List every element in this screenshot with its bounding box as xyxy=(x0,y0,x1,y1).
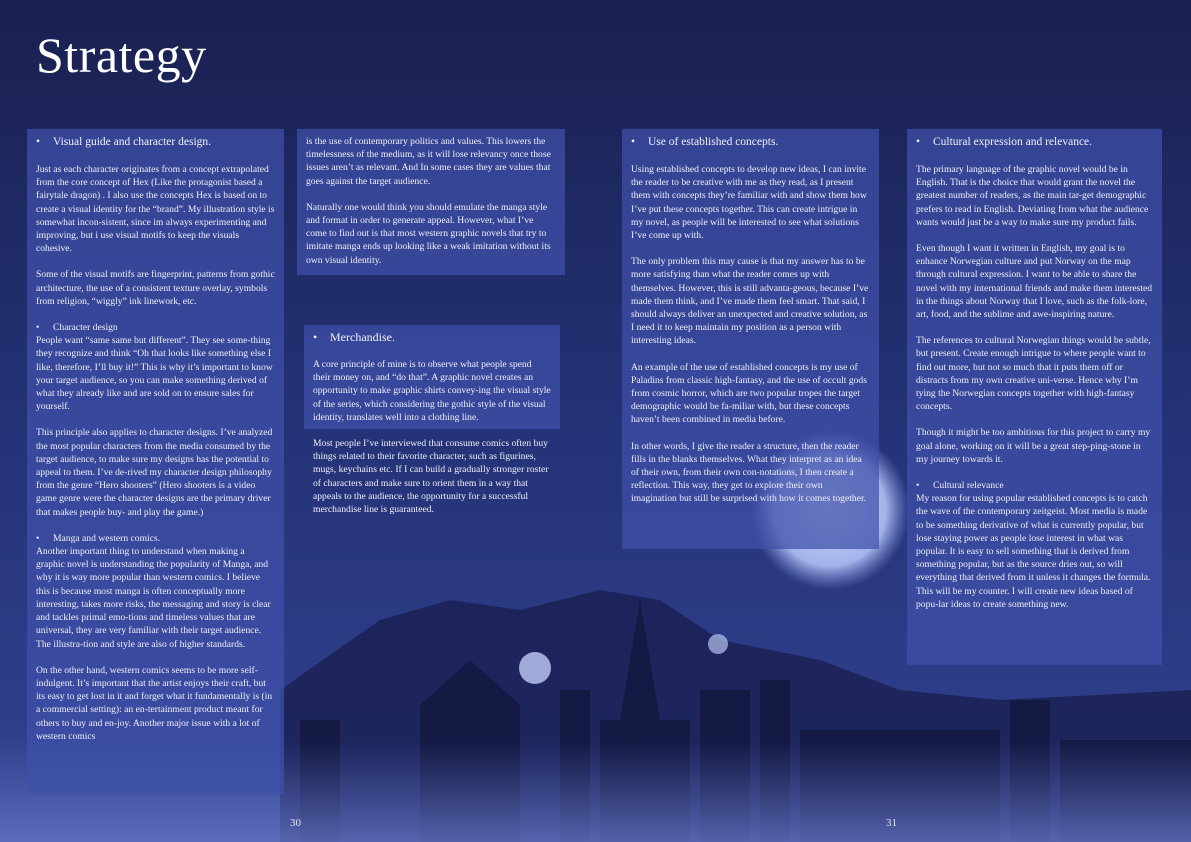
visual-guide-panel xyxy=(27,129,284,794)
paragraph: Another important thing to understand when making a graphic novel is understanding the popularity of Manga, and why it is way more popular than western comics. I believe this is because most manga is often conceptually more interesting, takes more risks, the messaging and story is clear and tackles primal emo-tions and timeless values that are universal, they are very familiar with their target audience. The illustra-tion and style are also of higher standards. xyxy=(36,546,271,650)
subheading xyxy=(36,321,275,334)
page-number-right: 31 xyxy=(886,817,897,829)
rose-window xyxy=(519,652,551,684)
bullet-icon: • xyxy=(631,136,636,148)
merchandise-panel xyxy=(304,325,560,516)
merchandise-heading: Merchandise. xyxy=(330,330,395,344)
paragraph: My reason for using popular established concepts is to catch the wave of the contemporary zeitgeist. Most media is made to be something derivative of what is currently popular, but lose staying power as people lose interest in what was popular. It is easy to sell something that is derived from something popular, but as the source dries out, so will everything that derived from it unless it changes the formula. This will be my counter. I will create new ideas based of popu-lar ideas to create something new. xyxy=(916,493,1151,610)
paragraph: is the use of contemporary politics and values. This lowers the timelessness of the medium, as it will lose relevancy once those issues aren’t as relevant. And In some cases they are values that goes against the target audience. xyxy=(306,136,551,187)
cultural-expression-heading: Cultural expression and relevance. xyxy=(933,136,1093,148)
page-title: Strategy xyxy=(36,27,207,83)
paragraph: The references to cultural Norwegian things would be subtle, but present. Create enough intrigue to where people want to find out more, but not so much that it puts them off or distracts from my own creative uni-verse. Hence why I’m tying the Norwegian concepts together with high-fantasy concepts. xyxy=(916,335,1151,413)
subheading xyxy=(36,532,275,545)
established-concepts-panel xyxy=(622,129,879,549)
established-concepts-heading: Use of established concepts. xyxy=(648,136,779,148)
cultural-relevance-subheading: Cultural relevance xyxy=(933,480,1004,492)
paragraph: This principle also applies to character designs. I’ve analyzed the most popular characters from the media consumed by the target audience, to make sure my designs has the potential to appeal to them. I’ve de-rived my character design philosophy from the genre “Hero shooters” (Hero shooters is a video game genre were the character designs are the primary driver that makes people buy- and play the game.) xyxy=(36,427,273,518)
manga-continuation-panel xyxy=(297,129,565,275)
paragraph: The only problem this may cause is that my answer has to be more satisfying than what the reader comes up with themselves. However, this is still advanta-geous, because I’ve made them think, and I’ve made them feel smart. That said, I should always deliver an unexpected and creative solution, as I need it to keep maintain my position as a person with interesting ideas. xyxy=(631,256,869,347)
bullet-icon: • xyxy=(916,136,921,148)
section-heading xyxy=(313,330,551,344)
paragraph: On the other hand, western comics seems to be more self-indulgent. It’s important that the artist enjoys their craft, but its easy to get lost in it and forget what it fundamentally is (in a commercial setting): an en-tertainment product meant for others to buy and en-joy. Another major issue with a lot of western comics xyxy=(36,664,273,742)
manga-subheading: Manga and western comics. xyxy=(53,532,161,544)
paragraph: Naturally one would think you should emulate the manga style and format in order to generate appeal. However, what I’ve come to find out is that most western graphic novels that try to imitate manga ends up looking like a weak imitation without its own visual identity. xyxy=(306,201,551,266)
paragraph: An example of the use of established concepts is my use of Paladins from classic high-fantasy, and the use of occult gods from cosmic horror, which are two popular tropes the target demographic would be fa-miliar with, but these concepts haven’t been combined in media before. xyxy=(631,361,867,426)
character-design-subheading: Character design xyxy=(53,322,118,334)
bullet-icon: • xyxy=(36,322,40,334)
bullet-icon: • xyxy=(36,532,40,544)
cultural-expression-panel xyxy=(907,129,1162,665)
paragraph: People want “same same but different”. They see some-thing they recognize and think “Oh that looks like something else I like, therefore, I’ll buy it!” This is why it’s important to know your target audience, so you can make something derived of what they already like and are sold on to ensure sales for yourself. xyxy=(36,335,273,413)
paragraph: The primary language of the graphic novel would be in English. That is the choice that would grant the novel the greatest number of readers, as the main tar-get demographic prefers to read in English. Deviating from what the audience wants would just be a way to make sure my product fails. xyxy=(916,164,1149,228)
paragraph: Using established concepts to develop new ideas, I can invite the reader to be creative with me as they read, as I present them with concepts they’re familiar with and show them how I’ve put these concepts together. This can create intrigue in my novel, as people will be interested to see what solutions I’ve come up with. xyxy=(631,164,867,242)
bullet-icon: • xyxy=(916,480,920,492)
bullet-icon: • xyxy=(313,330,318,344)
subheading xyxy=(916,479,1153,492)
rose-window-small xyxy=(708,634,728,654)
section-heading xyxy=(916,135,1153,149)
paragraph: Though it might be too ambitious for this project to carry my goal alone, working on it will be a great step-ping-stone in my journey towards it. xyxy=(916,427,1151,465)
paragraph: Even though I want it written in English, my goal is to enhance Norwegian culture and put Norway on the map through cultural expression. I want to be able to share the novel with my international friends and make them interested in the things about Norway that I love, such as the folk-lore, art, food, and the sublime and awe-inspiring nature. xyxy=(916,243,1153,321)
bullet-icon: • xyxy=(36,136,41,148)
paragraph: Some of the visual motifs are fingerprint, patterns from gothic architecture, the use of a consistent texture overlay, symbols from religion, “wiggly” ink linework, etc. xyxy=(36,269,275,307)
page-number-left: 30 xyxy=(290,817,301,829)
paragraph: Just as each character originates from a concept extrapolated from the core concept of Hex (Like the protagonist based a fairytale dragon) . I also use the concepts Hex is based on to create a visual identity for the “brand”. My illustration style is somewhat incon-sistent, since im always experimenting and improving, but i use visual motifs to keep the visuals cohesive. xyxy=(36,164,275,255)
paragraph: A core principle of mine is to observe what people spend their money on, and “do that”. A graphic novel creates an opportunity to make graphic shirts convey-ing the visual style of the series, which considering the gothic style of the visual identity, translates well into a clothing line. xyxy=(313,359,551,423)
paragraph: In other words, I give the reader a structure, then the reader fills in the blanks themselves. What they interpret as an idea of their own, from their own con-notations, I then create a reflection. This way, they get to explore their own imagination but still be surprised with how it comes together. xyxy=(631,440,867,505)
paragraph: Most people I’ve interviewed that consume comics often buy things related to their favorite character, such as figurines, mugs, keychains etc. If I can build a gradually stronger roster of characters and make sure to orient them in a way that appeals to the audience, the opportunity for a successful merchandise line is guaranteed. xyxy=(313,438,549,516)
section-heading xyxy=(631,135,870,149)
section-heading xyxy=(36,135,275,149)
visual-guide-heading: Visual guide and character design. xyxy=(53,136,212,148)
